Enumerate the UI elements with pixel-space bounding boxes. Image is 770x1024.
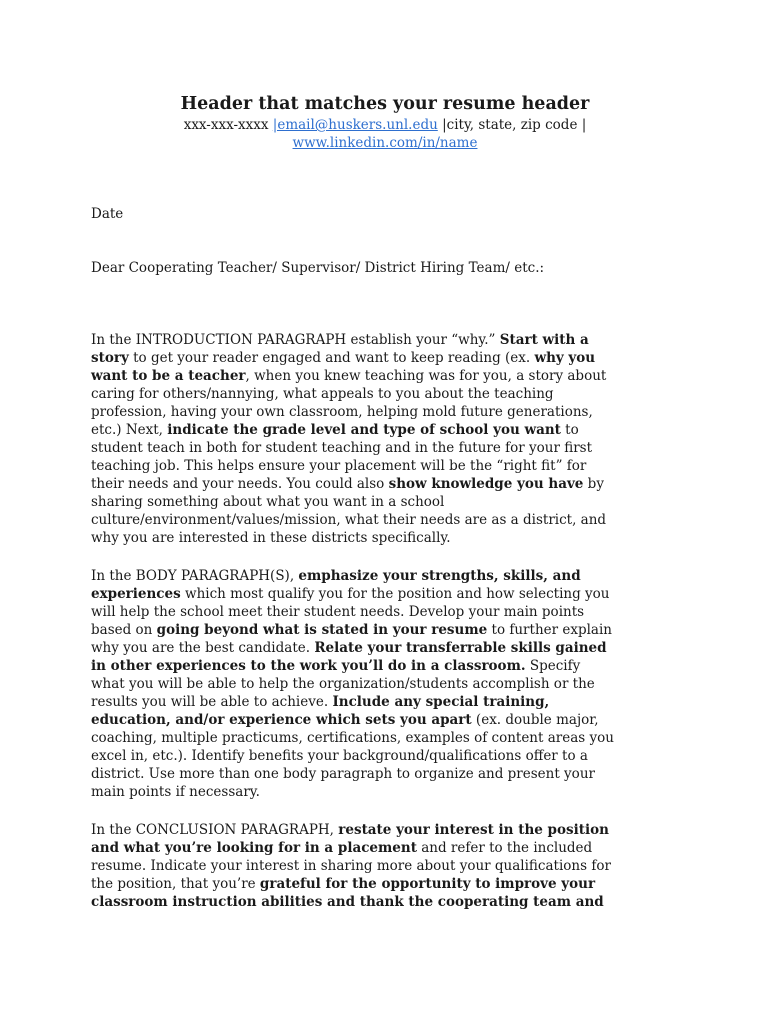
paragraph-line bbox=[91, 657, 681, 675]
paragraph-line bbox=[91, 839, 681, 857]
bold-text: going beyond what is stated in your resume bbox=[156, 622, 488, 638]
paragraph-line bbox=[91, 729, 681, 747]
paragraph-line bbox=[91, 875, 681, 893]
text-run: their needs and your needs. You could also bbox=[91, 476, 389, 492]
text-run: excel in, etc.). Identify benefits your background/qualifications offer to a bbox=[91, 748, 588, 764]
paragraph-line bbox=[91, 639, 681, 657]
text-run: sharing something about what you want in a school bbox=[91, 494, 445, 510]
bold-text: and what you’re looking for in a placement bbox=[91, 840, 417, 856]
text-run: to get your reader engaged and want to keep reading (ex. bbox=[128, 350, 535, 366]
bold-text: classroom instruction abilities and thank the cooperating team and bbox=[91, 894, 604, 910]
text-run: student teach in both for student teaching and in the future for your first bbox=[91, 440, 593, 456]
text-run: Specify bbox=[525, 658, 581, 674]
text-run: results you will be able to achieve. bbox=[91, 694, 333, 710]
text-run: to further explain bbox=[487, 622, 612, 638]
text-run: caring for others/nannying, what appeals to you about the teaching bbox=[91, 386, 554, 402]
body-paragraph bbox=[91, 567, 681, 801]
date-line: Date bbox=[91, 206, 124, 222]
salutation: Dear Cooperating Teacher/ Supervisor/ District Hiring Team/ etc.: bbox=[91, 260, 545, 276]
paragraph-line bbox=[91, 857, 681, 875]
text-run: culture/environment/values/mission, what their needs are as a district, and bbox=[91, 512, 607, 528]
paragraph-line bbox=[91, 765, 681, 783]
text-run: what you will be able to help the organization/students accomplish or the bbox=[91, 676, 595, 692]
linkedin-link[interactable]: www.linkedin.com/in/name bbox=[292, 135, 478, 151]
bold-text: story bbox=[91, 350, 129, 366]
bold-text: education, and/or experience which sets you apart bbox=[91, 712, 472, 728]
paragraph-line bbox=[91, 621, 681, 639]
paragraph-line bbox=[91, 893, 681, 911]
contact-line bbox=[0, 116, 770, 134]
text-run: by bbox=[583, 476, 604, 492]
paragraph-line bbox=[91, 693, 681, 711]
email-link[interactable]: |email@huskers.unl.edu bbox=[272, 117, 438, 133]
text-run: (ex. double major, bbox=[471, 712, 599, 728]
paragraph-line bbox=[91, 421, 681, 439]
paragraph-line bbox=[91, 675, 681, 693]
paragraph-line bbox=[91, 475, 681, 493]
text-run: In the INTRODUCTION PARAGRAPH establish your “why.” bbox=[91, 332, 500, 348]
text-run: why you are the best candidate. bbox=[91, 640, 315, 656]
paragraph-line bbox=[91, 567, 681, 585]
paragraph-line bbox=[91, 493, 681, 511]
bold-text: indicate the grade level and type of school you want bbox=[167, 422, 561, 438]
paragraph-line bbox=[91, 349, 681, 367]
bold-text: Relate your transferrable skills gained bbox=[314, 640, 607, 656]
bold-text: in other experiences to the work you’ll do in a classroom. bbox=[91, 658, 526, 674]
paragraph-line bbox=[91, 439, 681, 457]
page-title: Header that matches your resume header bbox=[180, 94, 590, 114]
bold-text: show knowledge you have bbox=[388, 476, 584, 492]
text-run: , when you knew teaching was for you, a story about bbox=[245, 368, 607, 384]
text-run: the position, that you’re bbox=[91, 876, 260, 892]
location-text: |city, state, zip code | bbox=[437, 117, 587, 133]
paragraph-line bbox=[91, 331, 681, 349]
text-run: district. Use more than one body paragraph to organize and present your bbox=[91, 766, 595, 782]
bold-text: want to be a teacher bbox=[91, 368, 246, 384]
conclusion-paragraph bbox=[91, 821, 681, 911]
bold-text: grateful for the opportunity to improve your bbox=[259, 876, 596, 892]
introduction-paragraph bbox=[91, 331, 681, 547]
bold-text: Start with a bbox=[499, 332, 589, 348]
contact-line-linkedin bbox=[0, 134, 770, 152]
paragraph-line bbox=[91, 747, 681, 765]
bold-text: Include any special training, bbox=[332, 694, 550, 710]
text-run: profession, having your own classroom, helping mold future generations, bbox=[91, 404, 593, 420]
paragraph-line bbox=[91, 711, 681, 729]
paragraph-line bbox=[91, 511, 681, 529]
text-run: etc.) Next, bbox=[91, 422, 168, 438]
bold-text: restate your interest in the position bbox=[338, 822, 609, 838]
text-run: coaching, multiple practicums, certifications, examples of content areas you bbox=[91, 730, 614, 746]
text-run: teaching job. This helps ensure your placement will be the “right fit” for bbox=[91, 458, 587, 474]
text-run: and refer to the included bbox=[416, 840, 593, 856]
paragraph-line bbox=[91, 585, 681, 603]
paragraph-line bbox=[91, 385, 681, 403]
text-run: main points if necessary. bbox=[91, 784, 260, 800]
paragraph-line bbox=[91, 603, 681, 621]
bold-text: experiences bbox=[91, 586, 181, 602]
text-run: which most qualify you for the position and how selecting you bbox=[180, 586, 610, 602]
paragraph-line bbox=[91, 783, 681, 801]
paragraph-line bbox=[91, 821, 681, 839]
bold-text: why you bbox=[534, 350, 596, 366]
paragraph-line bbox=[91, 403, 681, 421]
paragraph-line bbox=[91, 457, 681, 475]
text-run: will help the school meet their student needs. Develop your main points bbox=[91, 604, 585, 620]
phone-number: xxx-xxx-xxxx bbox=[183, 117, 273, 133]
text-run: based on bbox=[91, 622, 157, 638]
text-run: In the CONCLUSION PARAGRAPH, bbox=[91, 822, 339, 838]
text-run: to bbox=[560, 422, 579, 438]
paragraph-line bbox=[91, 529, 681, 547]
text-run: In the BODY PARAGRAPH(S), bbox=[91, 568, 299, 584]
text-run: why you are interested in these districts specifically. bbox=[91, 530, 451, 546]
text-run: resume. Indicate your interest in sharing more about your qualifications for bbox=[91, 858, 611, 874]
paragraph-line bbox=[91, 367, 681, 385]
bold-text: emphasize your strengths, skills, and bbox=[298, 568, 581, 584]
